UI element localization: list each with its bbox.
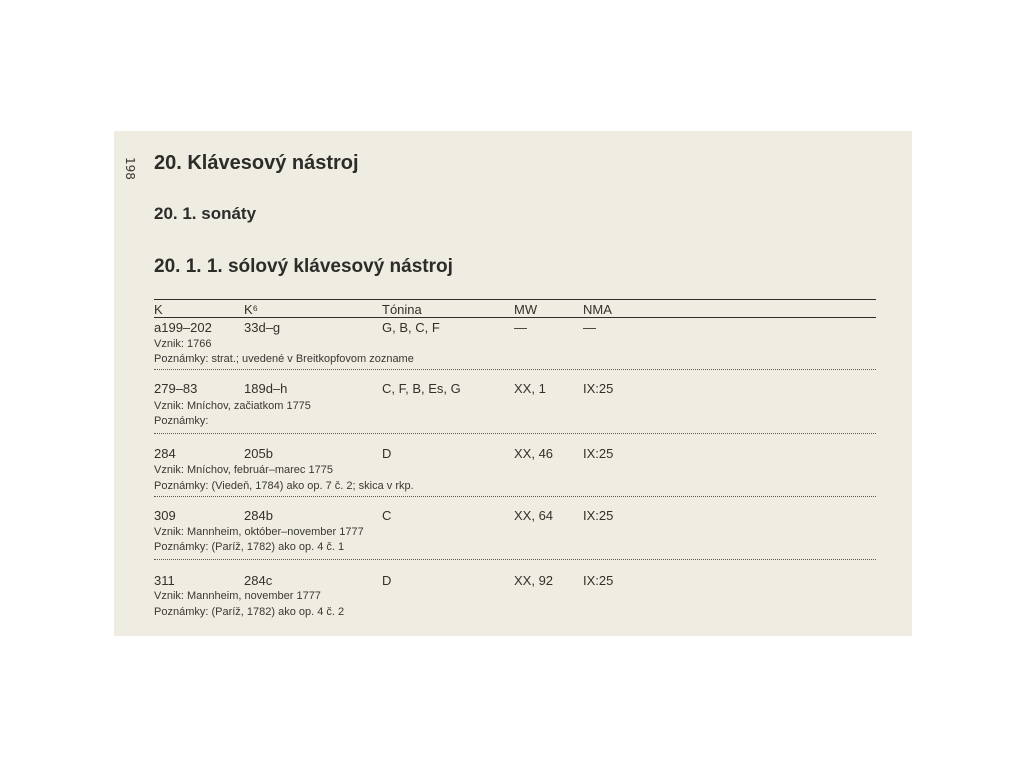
cell-tonina: C	[382, 508, 392, 523]
cell-k: 284	[154, 446, 176, 461]
cell-poznamky: Poznámky: (Viedeň, 1784) ako op. 7 č. 2; skica v rkp.	[154, 480, 414, 492]
cell-k6: 205b	[244, 446, 273, 461]
cell-k6: 284b	[244, 508, 273, 523]
cell-mw: XX, 64	[514, 508, 554, 523]
cell-k: 279–83	[154, 381, 198, 396]
row-divider	[154, 559, 876, 560]
cell-k: 311	[154, 573, 175, 588]
chapter-heading: 20. Klávesový nástroj	[154, 152, 359, 174]
cell-poznamky: Poznámky: (Paríž, 1782) ako op. 4 č. 1	[154, 541, 345, 553]
column-header-k: K	[154, 302, 163, 317]
page-number: 198	[123, 157, 137, 180]
cell-k6: 284c	[244, 573, 273, 588]
cell-vznik: Vznik: Mannheim, október–november 1777	[154, 526, 364, 538]
table-top-rule	[154, 299, 876, 300]
cell-tonina: D	[382, 573, 392, 588]
cell-tonina: C, F, B, Es, G	[382, 381, 461, 396]
cell-k6: 33d–g	[244, 320, 281, 335]
cell-k: a199–202	[154, 320, 212, 335]
row-divider	[154, 496, 876, 497]
cell-poznamky: Poznámky: (Paríž, 1782) ako op. 4 č. 2	[154, 606, 345, 618]
column-header-k6: K⁶	[244, 302, 259, 317]
cell-k6: 189d–h	[244, 381, 288, 396]
cell-poznamky: Poznámky: strat.; uvedené v Breitkopfovom zozname	[154, 353, 414, 365]
cell-vznik: Vznik: Mannheim, november 1777	[154, 590, 321, 602]
cell-tonina: G, B, C, F	[382, 320, 440, 335]
cell-vznik: Vznik: Mníchov, február–marec 1775	[154, 464, 333, 476]
section-heading: 20. 1. sonáty	[154, 204, 257, 223]
cell-k: 309	[154, 508, 176, 523]
row-divider	[154, 369, 876, 370]
table-header-rule	[154, 317, 876, 318]
cell-mw: —	[514, 320, 527, 335]
cell-mw: XX, 46	[514, 446, 554, 461]
cell-poznamky: Poznámky:	[154, 415, 209, 427]
column-header-mw: MW	[514, 302, 538, 317]
column-header-tonina: Tónina	[382, 302, 422, 317]
cell-nma: IX:25	[583, 573, 614, 588]
cell-nma: IX:25	[583, 446, 614, 461]
cell-nma: IX:25	[583, 508, 614, 523]
column-header-nma: NMA	[583, 302, 612, 317]
cell-mw: XX, 92	[514, 573, 554, 588]
cell-nma: —	[583, 320, 596, 335]
cell-tonina: D	[382, 446, 392, 461]
cell-nma: IX:25	[583, 381, 614, 396]
cell-vznik: Vznik: 1766	[154, 338, 212, 350]
cell-mw: XX, 1	[514, 381, 546, 396]
subsection-heading: 20. 1. 1. sólový klávesový nástroj	[154, 256, 453, 277]
row-divider	[154, 433, 876, 434]
cell-vznik: Vznik: Mníchov, začiatkom 1775	[154, 400, 311, 412]
